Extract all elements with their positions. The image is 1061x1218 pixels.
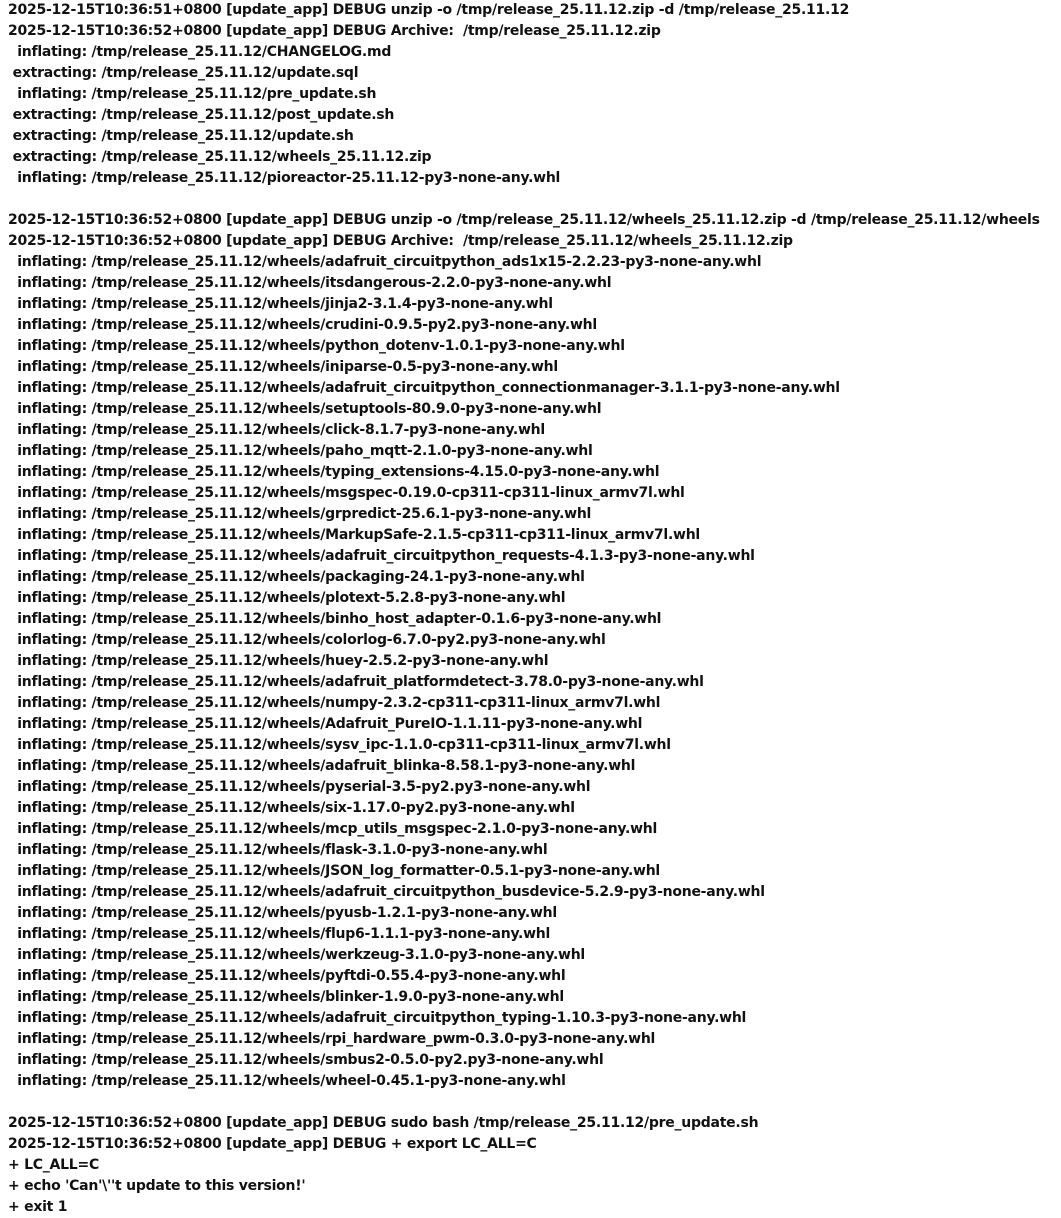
log-line: inflating: /tmp/release_25.11.12/wheels/binho_host_adapter-0.1.6-py3-none-any.whl <box>8 611 662 627</box>
log-line: inflating: /tmp/release_25.11.12/wheels/flup6-1.1.1-py3-none-any.whl <box>8 926 551 942</box>
log-line: inflating: /tmp/release_25.11.12/wheels/rpi_hardware_pwm-0.3.0-py3-none-any.whl <box>8 1031 656 1047</box>
log-line: extracting: /tmp/release_25.11.12/update.sql <box>8 65 359 81</box>
log-blank-line <box>8 1092 1058 1113</box>
log-line: inflating: /tmp/release_25.11.12/CHANGELOG.md <box>8 44 392 60</box>
log-line: inflating: /tmp/release_25.11.12/wheels/pyusb-1.2.1-py3-none-any.whl <box>8 905 557 921</box>
log-line: inflating: /tmp/release_25.11.12/wheels/blinker-1.9.0-py3-none-any.whl <box>8 989 564 1005</box>
log-line: inflating: /tmp/release_25.11.12/wheels/setuptools-80.9.0-py3-none-any.whl <box>8 401 602 417</box>
log-line: inflating: /tmp/release_25.11.12/wheels/flask-3.1.0-py3-none-any.whl <box>8 842 548 858</box>
log-line: inflating: /tmp/release_25.11.12/wheels/werkzeug-3.1.0-py3-none-any.whl <box>8 947 585 963</box>
log-line: 2025-12-15T10:36:52+0800 [update_app] DEBUG unzip -o /tmp/release_25.11.12/wheels_25.11.12.zip -d /tmp/release_25.11.12/wheels <box>8 212 1040 228</box>
log-line: inflating: /tmp/release_25.11.12/wheels/adafruit_platformdetect-3.78.0-py3-none-any.whl <box>8 674 704 690</box>
log-output <box>8 0 1058 1218</box>
log-line: + echo 'Can'\''t update to this version!' <box>8 1178 306 1194</box>
log-line: 2025-12-15T10:36:52+0800 [update_app] DEBUG Archive: /tmp/release_25.11.12.zip <box>8 23 661 39</box>
log-line: inflating: /tmp/release_25.11.12/wheels/iniparse-0.5-py3-none-any.whl <box>8 359 558 375</box>
log-line: inflating: /tmp/release_25.11.12/wheels/MarkupSafe-2.1.5-cp311-cp311-linux_armv7l.whl <box>8 527 700 543</box>
log-line: inflating: /tmp/release_25.11.12/wheels/grpredict-25.6.1-py3-none-any.whl <box>8 506 592 522</box>
log-line: inflating: /tmp/release_25.11.12/wheels/jinja2-3.1.4-py3-none-any.whl <box>8 296 553 312</box>
log-line: inflating: /tmp/release_25.11.12/wheels/JSON_log_formatter-0.5.1-py3-none-any.whl <box>8 863 660 879</box>
log-line: inflating: /tmp/release_25.11.12/wheels/crudini-0.9.5-py2.py3-none-any.whl <box>8 317 597 333</box>
log-line: inflating: /tmp/release_25.11.12/wheels/wheel-0.45.1-py3-none-any.whl <box>8 1073 566 1089</box>
log-line: inflating: /tmp/release_25.11.12/wheels/Adafruit_PureIO-1.1.11-py3-none-any.whl <box>8 716 643 732</box>
log-line: inflating: /tmp/release_25.11.12/pre_update.sh <box>8 86 377 102</box>
log-line: inflating: /tmp/release_25.11.12/wheels/adafruit_blinka-8.58.1-py3-none-any.whl <box>8 758 636 774</box>
log-blank-line <box>8 189 1058 210</box>
log-line: inflating: /tmp/release_25.11.12/wheels/pyserial-3.5-py2.py3-none-any.whl <box>8 779 591 795</box>
log-line: inflating: /tmp/release_25.11.12/wheels/paho_mqtt-2.1.0-py3-none-any.whl <box>8 443 593 459</box>
log-line: inflating: /tmp/release_25.11.12/wheels/adafruit_circuitpython_requests-4.1.3-py3-none-any.whl <box>8 548 755 564</box>
log-line: inflating: /tmp/release_25.11.12/wheels/adafruit_circuitpython_busdevice-5.2.9-py3-none-any.whl <box>8 884 765 900</box>
log-line: extracting: /tmp/release_25.11.12/wheels_25.11.12.zip <box>8 149 432 165</box>
log-line: inflating: /tmp/release_25.11.12/wheels/python_dotenv-1.0.1-py3-none-any.whl <box>8 338 625 354</box>
log-line: inflating: /tmp/release_25.11.12/wheels/sysv_ipc-1.1.0-cp311-cp311-linux_armv7l.whl <box>8 737 671 753</box>
log-line: inflating: /tmp/release_25.11.12/wheels/typing_extensions-4.15.0-py3-none-any.whl <box>8 464 660 480</box>
log-line: inflating: /tmp/release_25.11.12/wheels/click-8.1.7-py3-none-any.whl <box>8 422 545 438</box>
log-line: extracting: /tmp/release_25.11.12/update.sh <box>8 128 354 144</box>
log-line: + LC_ALL=C <box>8 1157 99 1173</box>
log-line: inflating: /tmp/release_25.11.12/wheels/msgspec-0.19.0-cp311-cp311-linux_armv7l.whl <box>8 485 685 501</box>
log-line: inflating: /tmp/release_25.11.12/wheels/adafruit_circuitpython_connectionmanager-3.1.1-py3-none-any.whl <box>8 380 840 396</box>
log-line: inflating: /tmp/release_25.11.12/wheels/packaging-24.1-py3-none-any.whl <box>8 569 585 585</box>
log-line: extracting: /tmp/release_25.11.12/post_update.sh <box>8 107 395 123</box>
log-line: inflating: /tmp/release_25.11.12/wheels/huey-2.5.2-py3-none-any.whl <box>8 653 549 669</box>
log-line: inflating: /tmp/release_25.11.12/wheels/plotext-5.2.8-py3-none-any.whl <box>8 590 566 606</box>
log-line: inflating: /tmp/release_25.11.12/wheels/itsdangerous-2.2.0-py3-none-any.whl <box>8 275 612 291</box>
log-line: 2025-12-15T10:36:52+0800 [update_app] DEBUG sudo bash /tmp/release_25.11.12/pre_update.sh <box>8 1115 759 1131</box>
log-line: inflating: /tmp/release_25.11.12/wheels/mcp_utils_msgspec-2.1.0-py3-none-any.whl <box>8 821 658 837</box>
log-line: inflating: /tmp/release_25.11.12/wheels/numpy-2.3.2-cp311-cp311-linux_armv7l.whl <box>8 695 661 711</box>
log-line: inflating: /tmp/release_25.11.12/wheels/adafruit_circuitpython_typing-1.10.3-py3-none-any.whl <box>8 1010 747 1026</box>
log-line: inflating: /tmp/release_25.11.12/wheels/six-1.17.0-py2.py3-none-any.whl <box>8 800 575 816</box>
log-line: inflating: /tmp/release_25.11.12/pioreactor-25.11.12-py3-none-any.whl <box>8 170 561 186</box>
log-line: + exit 1 <box>8 1199 68 1215</box>
log-line: inflating: /tmp/release_25.11.12/wheels/adafruit_circuitpython_ads1x15-2.2.23-py3-none-any.whl <box>8 254 762 270</box>
log-line: 2025-12-15T10:36:51+0800 [update_app] DEBUG unzip -o /tmp/release_25.11.12.zip -d /tmp/release_25.11.12 <box>8 2 850 18</box>
log-line: inflating: /tmp/release_25.11.12/wheels/smbus2-0.5.0-py2.py3-none-any.whl <box>8 1052 604 1068</box>
log-line: inflating: /tmp/release_25.11.12/wheels/colorlog-6.7.0-py2.py3-none-any.whl <box>8 632 606 648</box>
log-line: inflating: /tmp/release_25.11.12/wheels/pyftdi-0.55.4-py3-none-any.whl <box>8 968 566 984</box>
log-line: 2025-12-15T10:36:52+0800 [update_app] DEBUG + export LC_ALL=C <box>8 1136 537 1152</box>
log-line: 2025-12-15T10:36:52+0800 [update_app] DEBUG Archive: /tmp/release_25.11.12/wheels_25.11.12.zip <box>8 233 793 249</box>
